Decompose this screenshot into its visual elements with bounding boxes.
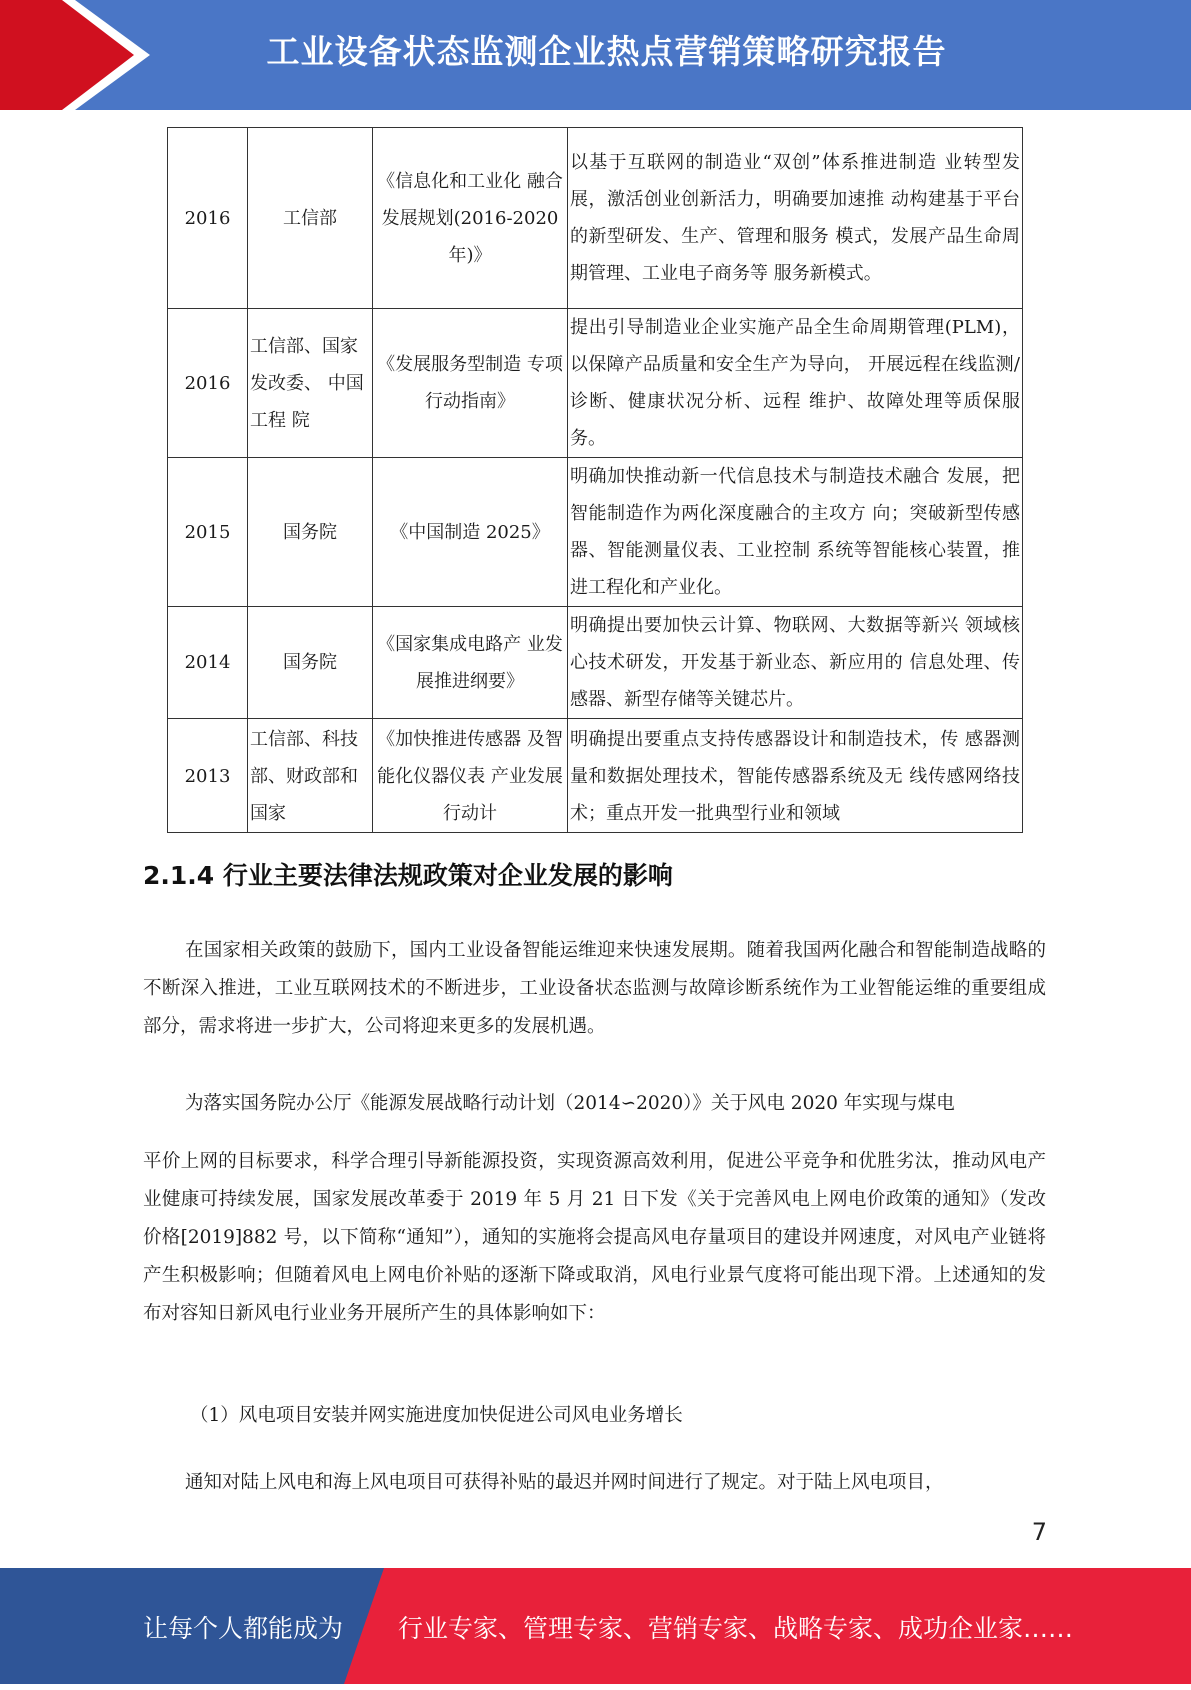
dept-cell: 国务院 [248,458,373,607]
document-cell: 《国家集成电路产 业发展推进纲要》 [373,607,568,719]
year-cell: 2016 [168,309,248,458]
year-cell: 2013 [168,719,248,833]
document-cell: 《中国制造 2025》 [373,458,568,607]
table-row [168,128,1023,309]
report-title: 工业设备状态监测企业热点营销策略研究报告 [266,32,947,71]
description-cell: 明确提出要重点支持传感器设计和制造技术，传 感器测量和数据处理技术，智能传感器系统及无 线传感网络技术；重点开发一批典型行业和领域 [568,719,1023,833]
section-heading: 2.1.4 行业主要法律法规政策对企业发展的影响 [143,861,673,890]
table-row [168,719,1023,833]
description-cell: 以基于互联网的制造业“双创”体系推进制造 业转型发展，激活创业创新活力，明确要加速推 动构建基于平台的新型研发、生产、管理和服务 模式，发展产品生命周期管理、工业电子商务等 服务新模式。 [568,128,1023,309]
footer-slogan-right: 行业专家、管理专家、营销专家、战略专家、成功企业家…… [398,1614,1074,1643]
paragraph: 在国家相关政策的鼓励下，国内工业设备智能运维迎来快速发展期。随着我国两化融合和智能制造战略的不断深入推进，工业互联网技术的不断进步，工业设备状态监测与故障诊断系统作为工业智能运维的重要组成部分，需求将进一步扩大，公司将迎来更多的发展机遇。 [143,940,1046,1037]
document-cell: 《发展服务型制造 专项行动指南》 [373,309,568,458]
dept-cell: 国务院 [248,607,373,719]
year-cell: 2014 [168,607,248,719]
table-row [168,458,1023,607]
description-cell: 明确加快推动新一代信息技术与制造技术融合 发展，把智能制造作为两化深度融合的主攻方 向；突破新型传感器、智能测量仪表、工业控制 系统等智能核心装置，推进工程化和产业化。 [568,458,1023,607]
list-item: （1）风电项目安装并网实施进度加快促进公司风电业务增长 [190,1405,683,1426]
document-cell: 《信息化和工业化 融合发展规划(2016-2020 年)》 [373,128,568,309]
paragraph: 通知对陆上风电和海上风电项目可获得补贴的最迟并网时间进行了规定。对于陆上风电项目， [185,1472,944,1493]
description-cell: 提出引导制造业企业实施产品全生命周期管理(PLM)，以保障产品质量和安全生产为导向， 开展远程在线监测/诊断、健康状况分析、远程 维护、故障处理等质保服务。 [568,309,1023,458]
dept-cell: 工信部、科技部、财政部和国家 [248,719,373,833]
dept-cell: 工信部、国家发改委、 中国工程 院 [248,309,373,458]
paragraph: 为落实国务院办公厅《能源发展战略行动计划（2014∽2020）》关于风电 2020 年实现与煤电 [185,1093,955,1114]
page-number: 7 [1031,1518,1047,1546]
year-cell: 2015 [168,458,248,607]
year-cell: 2016 [168,128,248,309]
page-header [0,0,1191,110]
table-row [168,607,1023,719]
table-row [168,309,1023,458]
dept-cell: 工信部 [248,128,373,309]
description-cell: 明确提出要加快云计算、物联网、大数据等新兴 领域核心技术研发，开发基于新业态、新应用的 信息处理、传感器、新型存储等关键芯片。 [568,607,1023,719]
footer-slogan-left: 让每个人都能成为 [143,1614,344,1643]
page-footer [0,1568,1191,1684]
policy-table [167,127,1023,833]
document-cell: 《加快推进传感器 及智能化仪器仪表 产业发展行动计 [373,719,568,833]
paragraph: 平价上网的目标要求，科学合理引导新能源投资，实现资源高效利用，促进公平竞争和优胜劣汰，推动风电产业健康可持续发展，国家发展改革委于 2019 年 5 月 21 日下发《关于完善风电上网电价政策的通知》（发改价格[2019]882 号，以下简称“通知”），通知的实施将会提高风电存量项目的建设并网速度，对风电产业链将产生积极影响；但随着风电上网电价补贴的逐渐下降或取消，风电行业景气度将可能出现下滑。上述通知的发布对容知日新风电行业业务开展所产生的具体影响如下： [143,1151,1046,1324]
